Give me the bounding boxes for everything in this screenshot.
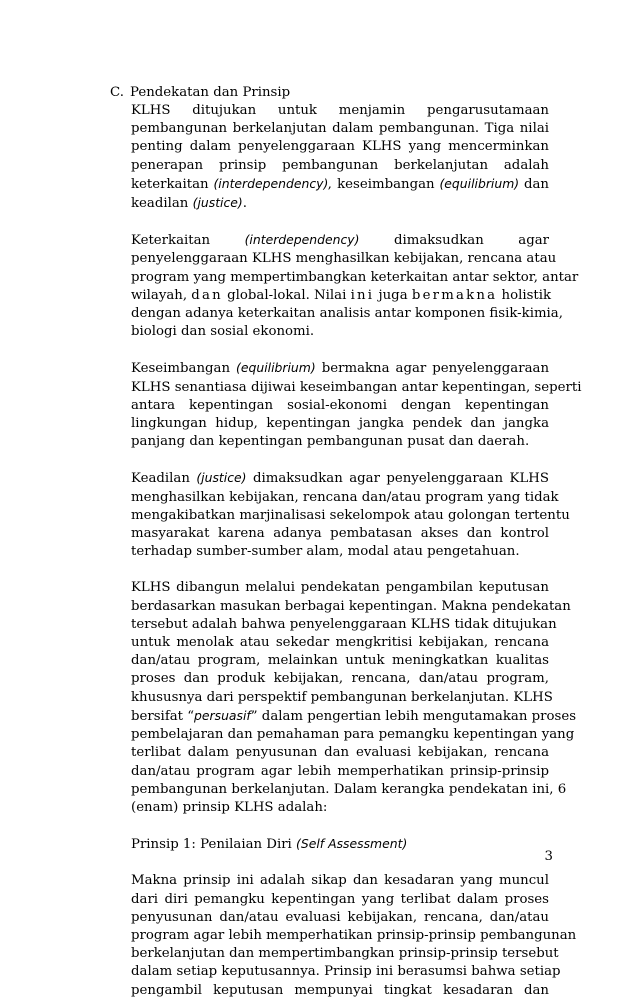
text-line: pembangunan berkelanjutan dalam pembangunan. Tiga nilai (131, 121, 549, 137)
text-line: terhadap sumber-sumber alam, modal atau pengetahuan. (131, 544, 520, 560)
text-line: penyusunan dan/atau evaluasi kebijakan, rencana, dan/atau (131, 909, 549, 925)
text-line (131, 359, 549, 378)
italic-term: (justice) (196, 470, 247, 486)
text-run: . (242, 196, 247, 212)
document-body (131, 102, 582, 1000)
italic-term: (interdependency) (244, 232, 360, 248)
text-line: berdasarkan masukan berbagai kepentingan. Makna pendekatan (131, 598, 571, 614)
text-run: ini (350, 287, 375, 303)
text-line: pembangunan berkelanjutan. Dalam kerangka pendekatan ini, 6 (131, 781, 567, 797)
paragraph-keseimbangan (131, 359, 582, 451)
text-line: menghasilkan kebijakan, rencana dan/atau program yang tidak (131, 489, 559, 505)
text-line (131, 231, 549, 250)
section-title: Pendekatan dan Prinsip (130, 85, 291, 100)
italic-term: (equilibrium) (439, 175, 520, 191)
italic-term: (justice) (192, 195, 243, 211)
text-line: masyarakat karena adanya pembatasan akses dan kontrol (131, 526, 549, 542)
section-letter: C. (110, 85, 124, 100)
text-run: keseimbangan (337, 176, 435, 192)
italic-term: (interdependency), (213, 175, 333, 191)
paragraph-keterkaitan (131, 231, 579, 341)
text-line: KLHS senantiasa dijiwai keseimbangan antar kepentingan, seperti (131, 379, 582, 395)
text-run: keadilan (131, 196, 189, 212)
italic-term: persuasif (194, 707, 251, 723)
text-line (131, 287, 552, 305)
text-line: (enam) prinsip KLHS adalah: (131, 799, 328, 815)
text-run: bermakna agar penyelenggaraan (321, 361, 550, 377)
text-line: dalam setiap keputusannya. Prinsip ini berasumsi bahwa setiap (131, 964, 561, 980)
text-run: dan (191, 287, 223, 303)
text-run: Keseimbangan (131, 361, 231, 377)
text-run: dimaksudkan agar penyelenggaraan KLHS (252, 471, 550, 487)
text-run: agar (518, 233, 549, 249)
text-line: proses dan produk kebijakan, rencana, dan/atau program, (131, 671, 549, 687)
text-run: holistik (501, 287, 552, 303)
text-line: panjang dan kepentingan pembangunan pusat dan daerah. (131, 434, 530, 450)
text-run: wilayah, (131, 287, 188, 303)
text-line: biologi dan sosial ekonomi. (131, 324, 315, 340)
text-line: untuk menolak atau sekedar mengkritisi kebijakan, rencana (131, 635, 549, 651)
text-line: lingkungan hidup, kepentingan jangka pendek dan jangka (131, 416, 549, 432)
paragraph-prinsip-1 (131, 872, 577, 999)
text-line: pembelajaran dan pemahaman para pemangku kepentingan yang (131, 727, 575, 743)
text-run: bersifat “ (131, 708, 195, 724)
text-run: Prinsip 1: Penilaian Diri (131, 837, 292, 853)
text-run: Keterkaitan (131, 233, 211, 249)
text-line: terlibat dalam penyusunan dan evaluasi kebijakan, rencana (131, 745, 549, 761)
text-run: ” dalam pengertian lebih mengutamakan proses (250, 708, 577, 724)
text-line: dan/atau program, melainkan untuk meningkatkan kualitas (131, 653, 549, 669)
text-run: bermakna (411, 287, 498, 303)
text-line: tersebut adalah bahwa penyelenggaraan KLHS tidak ditujukan (131, 616, 557, 632)
text-line (131, 835, 549, 854)
text-run: juga (378, 287, 408, 303)
text-line (131, 469, 549, 488)
text-line: penting dalam penyelenggaraan KLHS yang mencerminkan (131, 139, 549, 155)
italic-term: (Self Assessment) (296, 836, 408, 852)
paragraph-pendekatan (131, 579, 577, 817)
text-run: keterkaitan (131, 176, 209, 192)
principle-1-title (131, 835, 549, 854)
text-line: berkelanjutan dan mempertimbangkan prinsip-prinsip tersebut (131, 946, 559, 962)
italic-term: (equilibrium) (236, 360, 316, 376)
text-line (131, 175, 549, 194)
text-run: Keadilan (131, 471, 190, 487)
text-run: global-lokal. Nilai (227, 287, 347, 303)
text-run: dan (523, 176, 549, 192)
text-line: program yang mempertimbangkan keterkaitan antar sektor, antar (131, 269, 579, 285)
text-line: dari diri pemangku kepentingan yang terlibat dalam proses (131, 891, 549, 907)
text-line: penyelenggaraan KLHS menghasilkan kebijakan, rencana atau (131, 251, 557, 267)
text-line: program agar lebih memperhatikan prinsip-prinsip pembangunan (131, 927, 577, 943)
text-line: penerapan prinsip pembangunan berkelanjutan adalah (131, 157, 549, 173)
paragraph-intro (131, 102, 549, 213)
text-line (131, 194, 549, 213)
text-run: dimaksudkan (393, 233, 484, 249)
section-heading (110, 84, 290, 102)
text-line: KLHS ditujukan untuk menjamin pengarusutamaan (131, 103, 549, 118)
text-line: Makna prinsip ini adalah sikap dan kesadaran yang muncul (131, 873, 549, 889)
text-line: pengambil keputusan mempunyai tingkat kesadaran dan (131, 982, 549, 998)
text-line (131, 707, 577, 726)
text-line: khususnya dari perspektif pembangunan berkelanjutan. KLHS (131, 689, 553, 705)
page-number: 3 (544, 849, 553, 864)
text-line: dan/atau program agar lebih memperhatikan prinsip-prinsip (131, 763, 549, 779)
paragraph-keadilan (131, 469, 570, 561)
text-line: dengan adanya keterkaitan analisis antar komponen fisik-kimia, (131, 306, 563, 322)
text-line: KLHS dibangun melalui pendekatan pengambilan keputusan (131, 580, 549, 596)
text-line: antara kepentingan sosial-ekonomi dengan kepentingan (131, 397, 549, 413)
text-line: mengakibatkan marjinalisasi sekelompok atau golongan tertentu (131, 507, 570, 523)
